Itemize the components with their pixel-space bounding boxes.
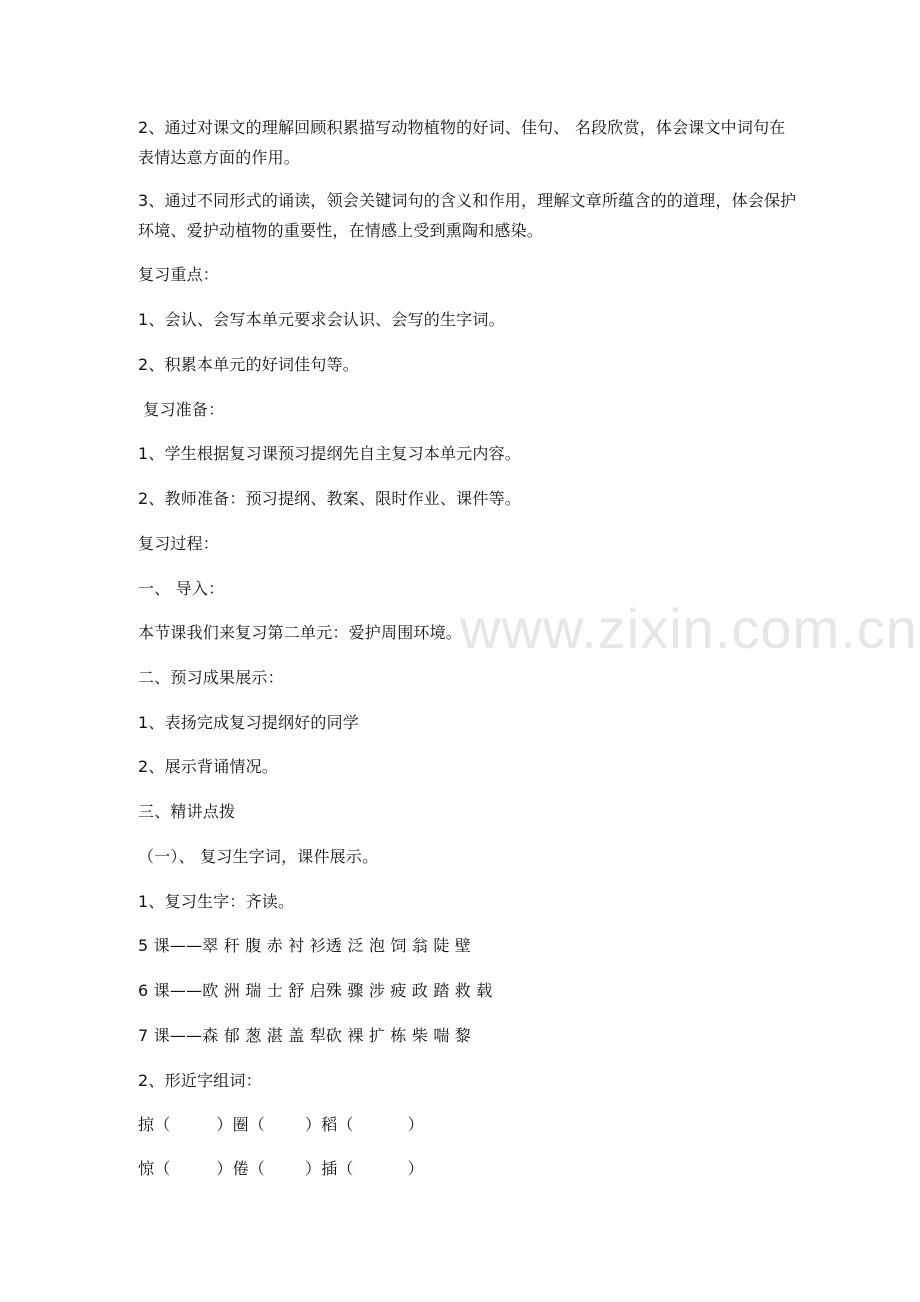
exercise-cell: ）稻（ <box>305 1115 354 1134</box>
section-2-item: 1、表扬完成复习提纲好的同学 <box>138 713 359 732</box>
chars-review-title: 1、复习生字：齐读。 <box>138 892 295 911</box>
preparation-item: 2、教师准备：预习提纲、教案、限时作业、课件等。 <box>138 489 521 508</box>
section-1-text: 本节课我们来复习第二单元：爱护周围环境。 <box>138 623 463 642</box>
exercise-cell: ）圈（ <box>216 1115 266 1134</box>
exercise-cell: 掠（ <box>138 1115 171 1134</box>
exercise-row-1 <box>138 1112 798 1138</box>
exercise-cell: ） <box>407 1115 424 1134</box>
exercise-row-2 <box>138 1156 798 1182</box>
watermark: www.zixin.com.cn <box>460 597 918 660</box>
exercise-cell: ）倦（ <box>216 1159 266 1178</box>
process-heading: 复习过程： <box>138 534 220 553</box>
key-point-item: 2、积累本单元的好词佳句等。 <box>138 355 359 374</box>
objective-3: 3、通过不同形式的诵读，领会关键词句的含义和作用，理解文章所蕴含的的道理，体会保护环境、爱护动植物的重要性，在情感上受到熏陶和感染。 <box>138 191 797 240</box>
exercise-cell: ）插（ <box>305 1159 354 1178</box>
key-points-heading: 复习重点： <box>138 265 220 284</box>
key-point-item: 1、会认、会写本单元要求会认识、会写的生字词。 <box>138 310 505 329</box>
preparation-item: 1、学生根据复习课预习提纲先自主复习本单元内容。 <box>138 444 521 463</box>
section-3-title: 三、精讲点拨 <box>138 802 236 821</box>
exercise-cell: 惊（ <box>138 1159 171 1178</box>
subsection-1-title: （一）、 复习生字词，课件展示。 <box>138 847 379 866</box>
lesson-6-chars: 6 课——欧 洲 瑞 士 舒 启殊 骤 涉 疲 政 踏 救 载 <box>138 981 493 1000</box>
exercise-cell: ） <box>407 1159 424 1178</box>
section-1-title: 一、 导入： <box>138 579 225 598</box>
section-2-title: 二、预习成果展示： <box>138 668 284 687</box>
lesson-7-chars: 7 课——森 郁 葱 湛 盖 犁砍 裸 扩 栋 柴 喘 黎 <box>138 1026 472 1045</box>
preparation-heading: 复习准备： <box>138 400 225 419</box>
objective-2: 2、通过对课文的理解回顾积累描写动物植物的好词、佳句、 名段欣赏，体会课文中词句在表情达意方面的作用。 <box>138 118 786 167</box>
lesson-5-chars: 5 课——翠 秆 腹 赤 衬 衫透 泛 泡 饲 翁 陡 壁 <box>138 936 472 955</box>
similar-chars-title: 2、形近字组词： <box>138 1071 262 1090</box>
section-2-item: 2、展示背诵情况。 <box>138 757 278 776</box>
